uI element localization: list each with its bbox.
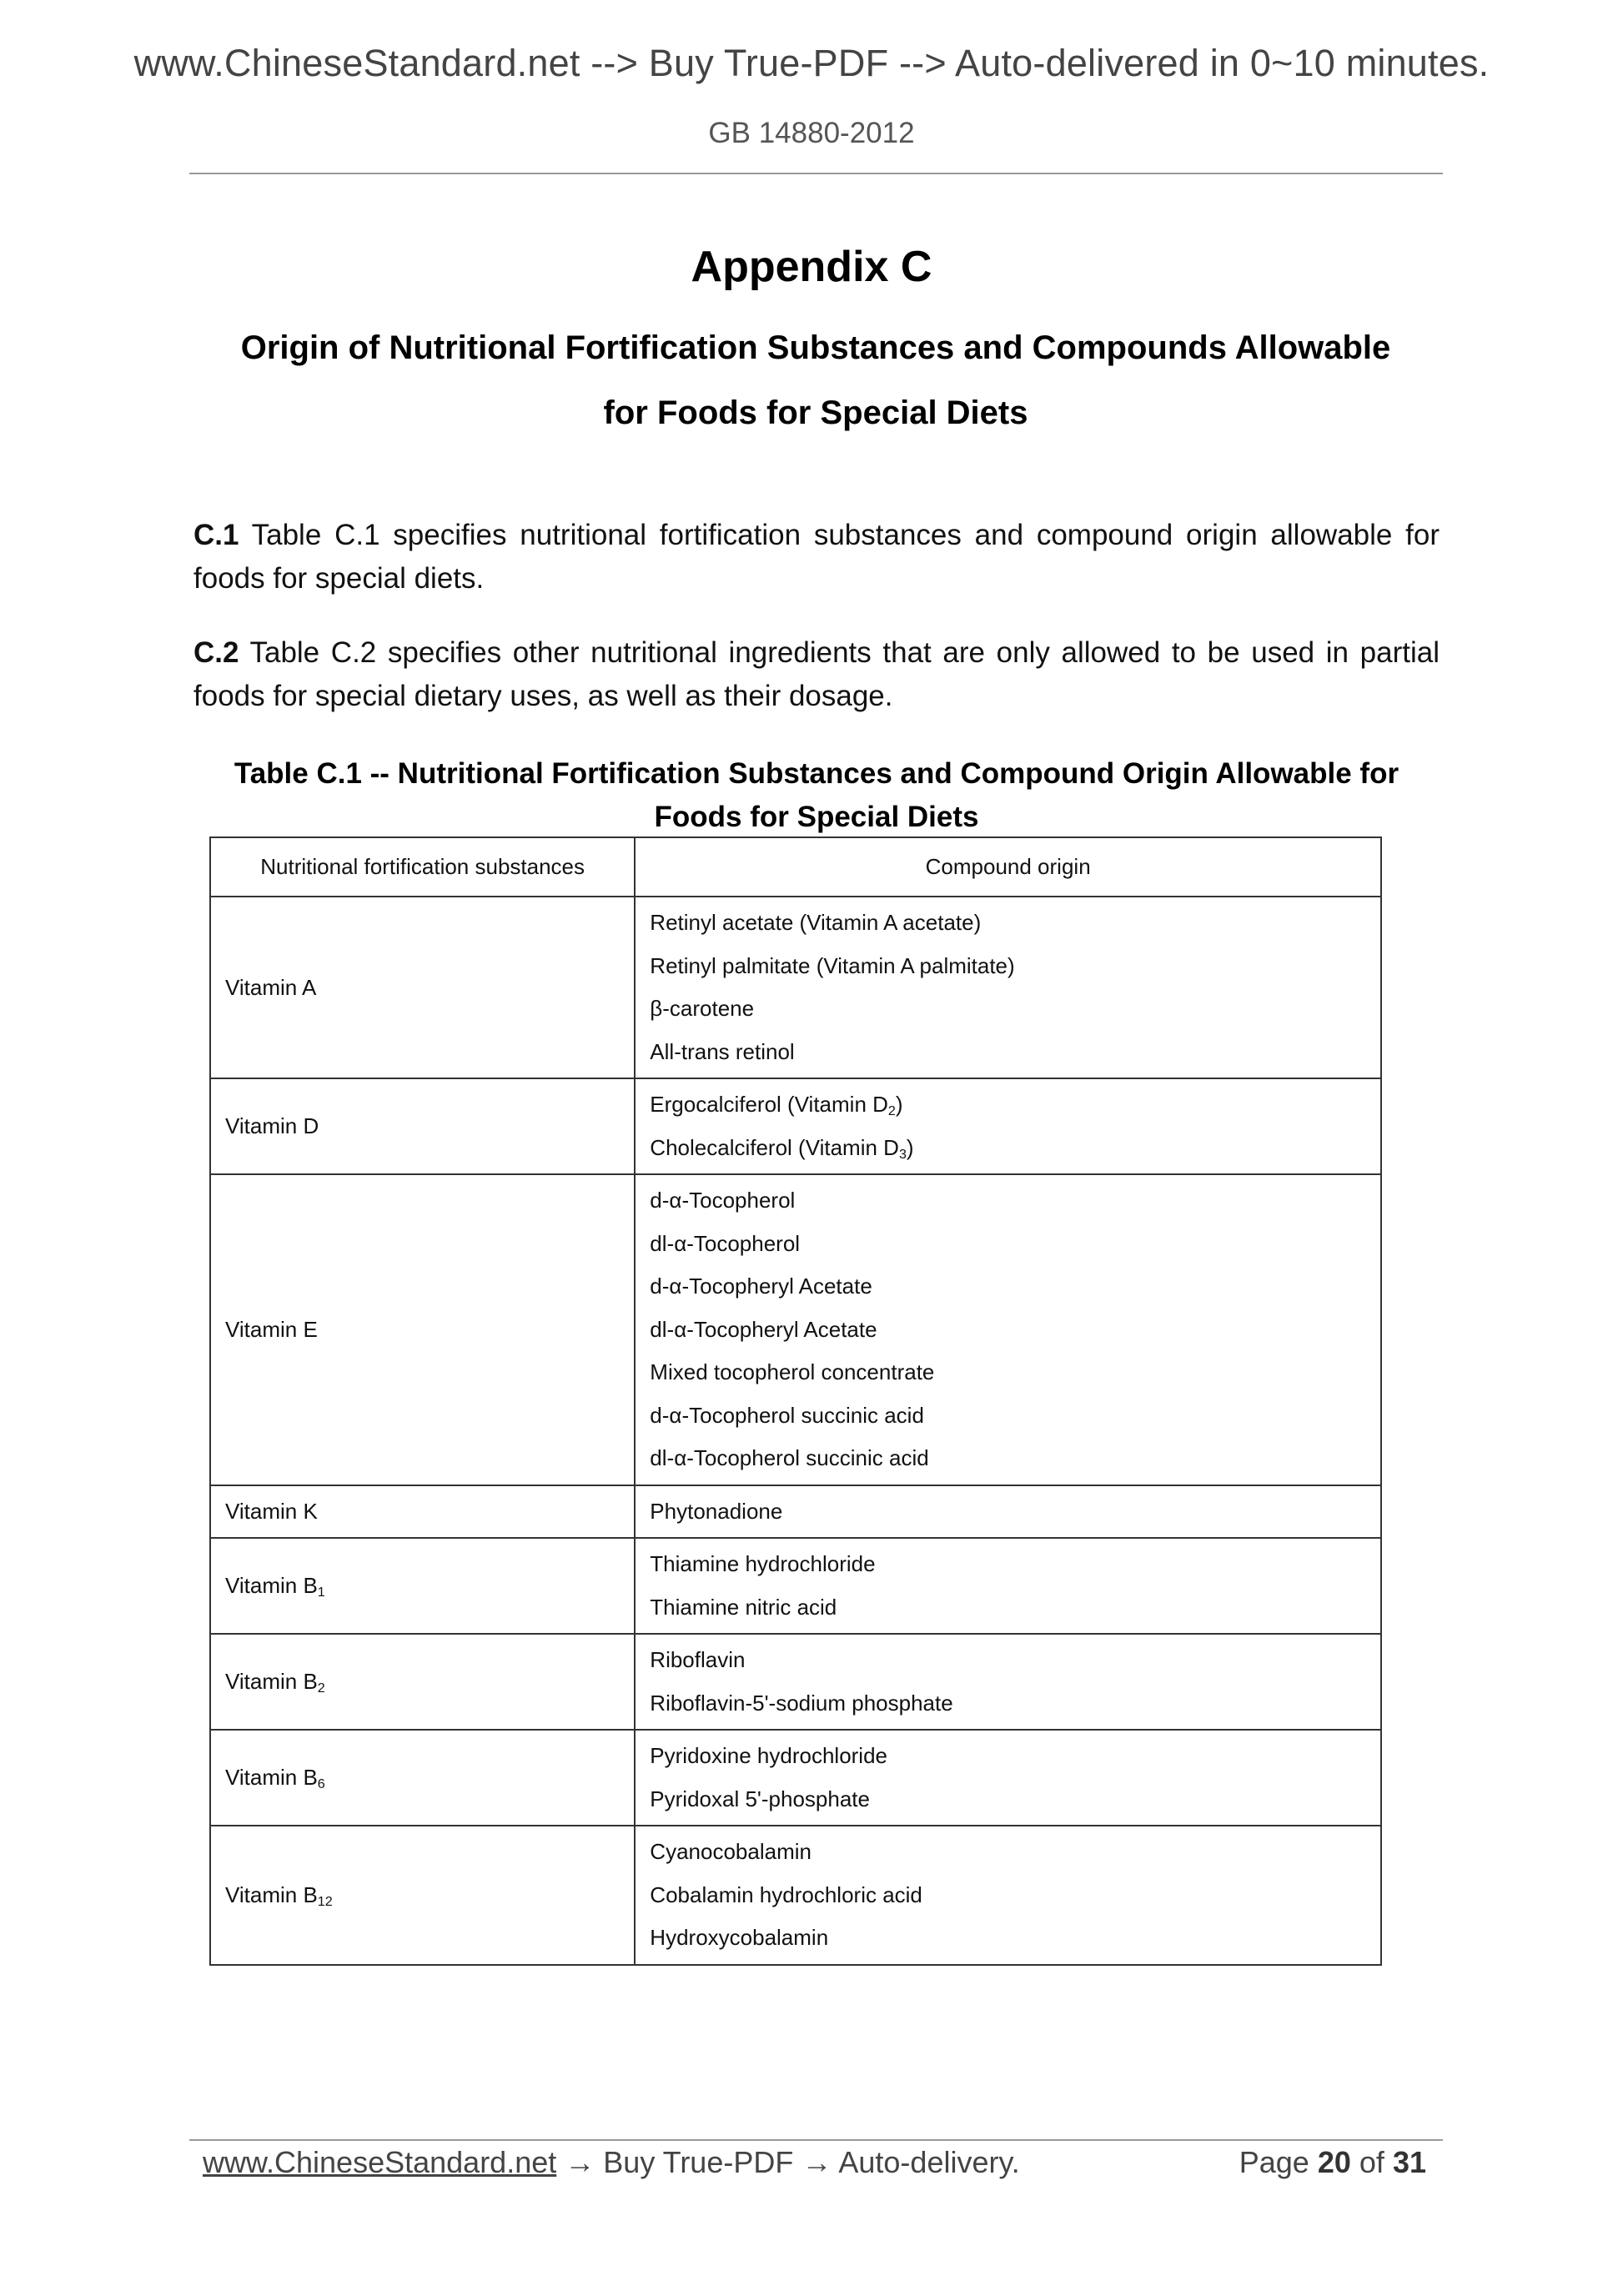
arrow-right-icon: → xyxy=(565,2145,595,2179)
c2-text: Table C.2 specifies other nutritional ingredients that are only allowed to be used in partial foods for special dietary uses, as well as their dosage. xyxy=(193,636,1440,712)
subtitle-line-2: for Foods for Special Diets xyxy=(603,394,1028,431)
compound-cell xyxy=(635,1730,1381,1826)
footer-auto-text: Auto-delivery. xyxy=(838,2145,1020,2179)
footer-left xyxy=(203,2145,1020,2180)
substance-cell xyxy=(210,1634,635,1730)
footer-site-link[interactable]: www.ChineseStandard.net xyxy=(203,2145,557,2179)
compound-name: Cholecalciferol (Vitamin D xyxy=(650,1134,899,1160)
ergocalciferol-entry xyxy=(650,1083,1366,1127)
of-label: of xyxy=(1359,2145,1384,2179)
compound-entry: Cobalamin hydrochloric acid xyxy=(650,1882,922,1907)
substance-name: Vitamin B xyxy=(225,1669,318,1694)
compound-entry: Mixed tocopherol concentrate xyxy=(650,1359,935,1384)
caption-line-2: Foods for Special Diets xyxy=(654,801,979,833)
total-pages: 31 xyxy=(1392,2145,1426,2179)
header-substances: Nutritional fortification substances xyxy=(210,837,635,897)
substance-cell xyxy=(210,1826,635,1965)
compound-name: Ergocalciferol (Vitamin D xyxy=(650,1092,888,1117)
compound-subscript: 2 xyxy=(887,1103,896,1118)
appendix-subtitle xyxy=(167,315,1465,445)
substance-name: Vitamin K xyxy=(225,1498,318,1524)
compound-cell xyxy=(635,897,1381,1078)
paragraph-c1 xyxy=(193,514,1440,600)
caption-line-1: Table C.1 -- Nutritional Fortification Substances and Compound Origin Allowable for xyxy=(234,757,1399,790)
substance-name: Vitamin A xyxy=(225,974,317,1000)
substance-cell xyxy=(210,1730,635,1826)
compound-entry: Hydroxycobalamin xyxy=(650,1925,829,1950)
compound-suffix: ) xyxy=(906,1134,914,1160)
compound-entry: Phytonadione xyxy=(650,1498,783,1524)
substance-name: Vitamin D xyxy=(225,1113,319,1138)
appendix-title: Appendix C xyxy=(691,243,932,291)
subtitle-line-1: Origin of Nutritional Fortification Substances and Compounds Allowable xyxy=(240,329,1391,366)
table-row xyxy=(210,1634,1381,1730)
compound-cell xyxy=(635,1634,1381,1730)
substance-subscript: 1 xyxy=(317,1585,325,1600)
header-divider xyxy=(189,173,1443,174)
compound-origin-table xyxy=(209,837,1382,1966)
compound-entry: d-α-Tocopheryl Acetate xyxy=(650,1274,872,1299)
table-row xyxy=(210,1485,1381,1539)
substance-name: Vitamin E xyxy=(225,1316,318,1342)
table-row xyxy=(210,1538,1381,1634)
compound-entry: d-α-Tocopherol xyxy=(650,1188,796,1213)
table-row xyxy=(210,1078,1381,1174)
substance-subscript: 2 xyxy=(317,1681,325,1696)
substance-cell xyxy=(210,897,635,1078)
compound-entry: dl-α-Tocopheryl Acetate xyxy=(650,1316,877,1342)
compound-cell xyxy=(635,1078,1381,1174)
table-row xyxy=(210,1730,1381,1826)
c1-text: Table C.1 specifies nutritional fortification substances and compound origin allowable for foods for special diets. xyxy=(193,519,1440,595)
substance-cell xyxy=(210,1174,635,1485)
table-row xyxy=(210,1174,1381,1485)
compound-entry: Pyridoxal 5'-phosphate xyxy=(650,1786,870,1811)
paragraph-c2 xyxy=(193,631,1440,718)
compound-cell xyxy=(635,1826,1381,1965)
compound-cell xyxy=(635,1485,1381,1539)
table-caption xyxy=(193,752,1440,839)
compound-entry: Pyridoxine hydrochloride xyxy=(650,1743,888,1768)
substance-cell xyxy=(210,1078,635,1174)
table-body xyxy=(210,897,1381,1965)
compound-subscript: 3 xyxy=(898,1146,907,1162)
page-indicator xyxy=(1239,2145,1426,2180)
header-compound-origin: Compound origin xyxy=(635,837,1381,897)
compound-entry: Riboflavin-5'-sodium phosphate xyxy=(650,1690,953,1716)
substance-name: Vitamin B xyxy=(225,1765,318,1790)
cholecalciferol-entry xyxy=(650,1127,1366,1170)
compound-entry: Riboflavin xyxy=(650,1647,746,1672)
compound-suffix: ) xyxy=(895,1092,903,1117)
substance-cell xyxy=(210,1538,635,1634)
compound-cell xyxy=(635,1538,1381,1634)
compound-entry: All-trans retinol xyxy=(650,1038,795,1064)
footer-buy-text: Buy True-PDF xyxy=(603,2145,794,2179)
compound-cell xyxy=(635,1174,1381,1485)
c1-label: C.1 xyxy=(193,519,239,551)
compound-entry: Thiamine hydrochloride xyxy=(650,1551,876,1576)
substance-name: Vitamin B xyxy=(225,1573,318,1598)
substance-subscript: 12 xyxy=(317,1893,333,1909)
compound-entry: Retinyl palmitate (Vitamin A palmitate) xyxy=(650,952,1015,978)
top-banner: www.ChineseStandard.net --> Buy True-PDF --> Auto-delivered in 0~10 minutes. xyxy=(133,42,1490,84)
substance-cell xyxy=(210,1485,635,1539)
compound-entry: dl-α-Tocopherol succinic acid xyxy=(650,1445,929,1470)
table-row xyxy=(210,1826,1381,1965)
compound-entry: β-carotene xyxy=(650,996,755,1021)
compound-entry: Thiamine nitric acid xyxy=(650,1594,837,1620)
c2-label: C.2 xyxy=(193,636,239,669)
compound-entry: Cyanocobalamin xyxy=(650,1839,812,1864)
table-header-row xyxy=(210,837,1381,897)
arrow-right-icon: → xyxy=(801,2145,832,2179)
page-number: 20 xyxy=(1317,2145,1351,2179)
compound-entry: dl-α-Tocopherol xyxy=(650,1230,801,1256)
substance-name: Vitamin B xyxy=(225,1882,318,1907)
standard-code: GB 14880-2012 xyxy=(708,117,915,149)
footer-divider xyxy=(189,2139,1443,2141)
compound-entry: Retinyl acetate (Vitamin A acetate) xyxy=(650,910,982,935)
substance-subscript: 6 xyxy=(317,1776,325,1791)
table-row xyxy=(210,897,1381,1078)
page-label: Page xyxy=(1239,2145,1309,2179)
compound-entry: d-α-Tocopherol succinic acid xyxy=(650,1402,924,1428)
